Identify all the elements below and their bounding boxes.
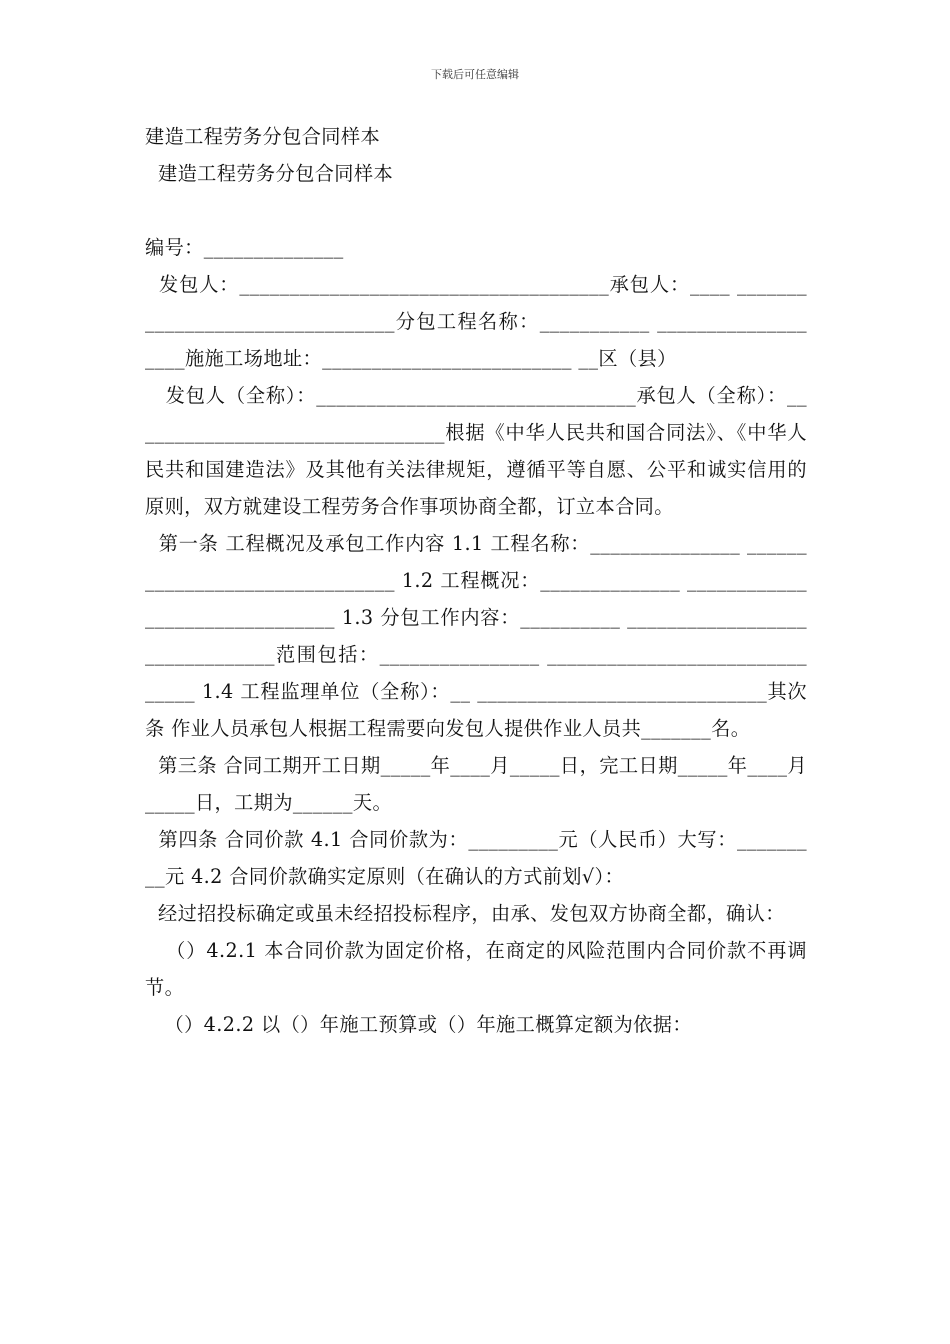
paragraph-article-3: 第三条 合同工期开工日期_____年____月_____日，完工日期_____年____月_____日，工期为______天。 <box>145 754 807 814</box>
paragraph-parties: 发包人：_____________________________________承包人：____ ________________________________分包工程名称：___________ ___________________施施工场地址：_________________________ __区（县） <box>145 273 807 370</box>
page-header: 下载后可任意编辑 <box>431 68 519 81</box>
paragraph-confirm: 经过招投标确定或虽未经招投标程序，由承、发包双方协商全都，确认： <box>145 902 785 925</box>
document-subtitle: 建造工程劳务分包合同样本 <box>145 162 394 185</box>
paragraph-number: 编号：______________ <box>145 236 344 259</box>
paragraph-article-1: 第一条 工程概况及承包工作内容 1.1 工程名称：_______________ _______________________________ 1.2 工程概况：______________ _______________________________ 1.3 分包工作内容：__________ _______________________________范围包括：________________ _______________________________ 1.4 工程监理单位（全称）：__ _____________________________其次条 作业人员承包人根据工程需要向发包人提供作业人员共_______名。 <box>145 532 808 740</box>
paragraph-preamble: 发包人（全称）：________________________________承包人（全称）：________________________________根据《中华人民共和国合同法》、《中华人民共和国建造法》及其他有关法律规矩，遵循平等自愿、公平和诚实信用的原则，双方就建设工程劳务合作事项协商全都，订立本合同。 <box>145 384 807 518</box>
document-title: 建造工程劳务分包合同样本 <box>145 125 381 148</box>
paragraph-4-2-1: （）4.2.1 本合同价款为固定价格，在商定的风险范围内合同价款不再调节。 <box>145 939 807 999</box>
paragraph-4-2-2: （）4.2.2 以（）年施工预算或（）年施工概算定额为依据： <box>145 1013 692 1036</box>
document-body <box>145 118 807 1043</box>
blank-line <box>145 192 807 229</box>
paragraph-article-4: 第四条 合同价款 4.1 合同价款为：_________元（人民币）大写：_________元 4.2 合同价款确实定原则（在确认的方式前划√）： <box>145 828 807 888</box>
